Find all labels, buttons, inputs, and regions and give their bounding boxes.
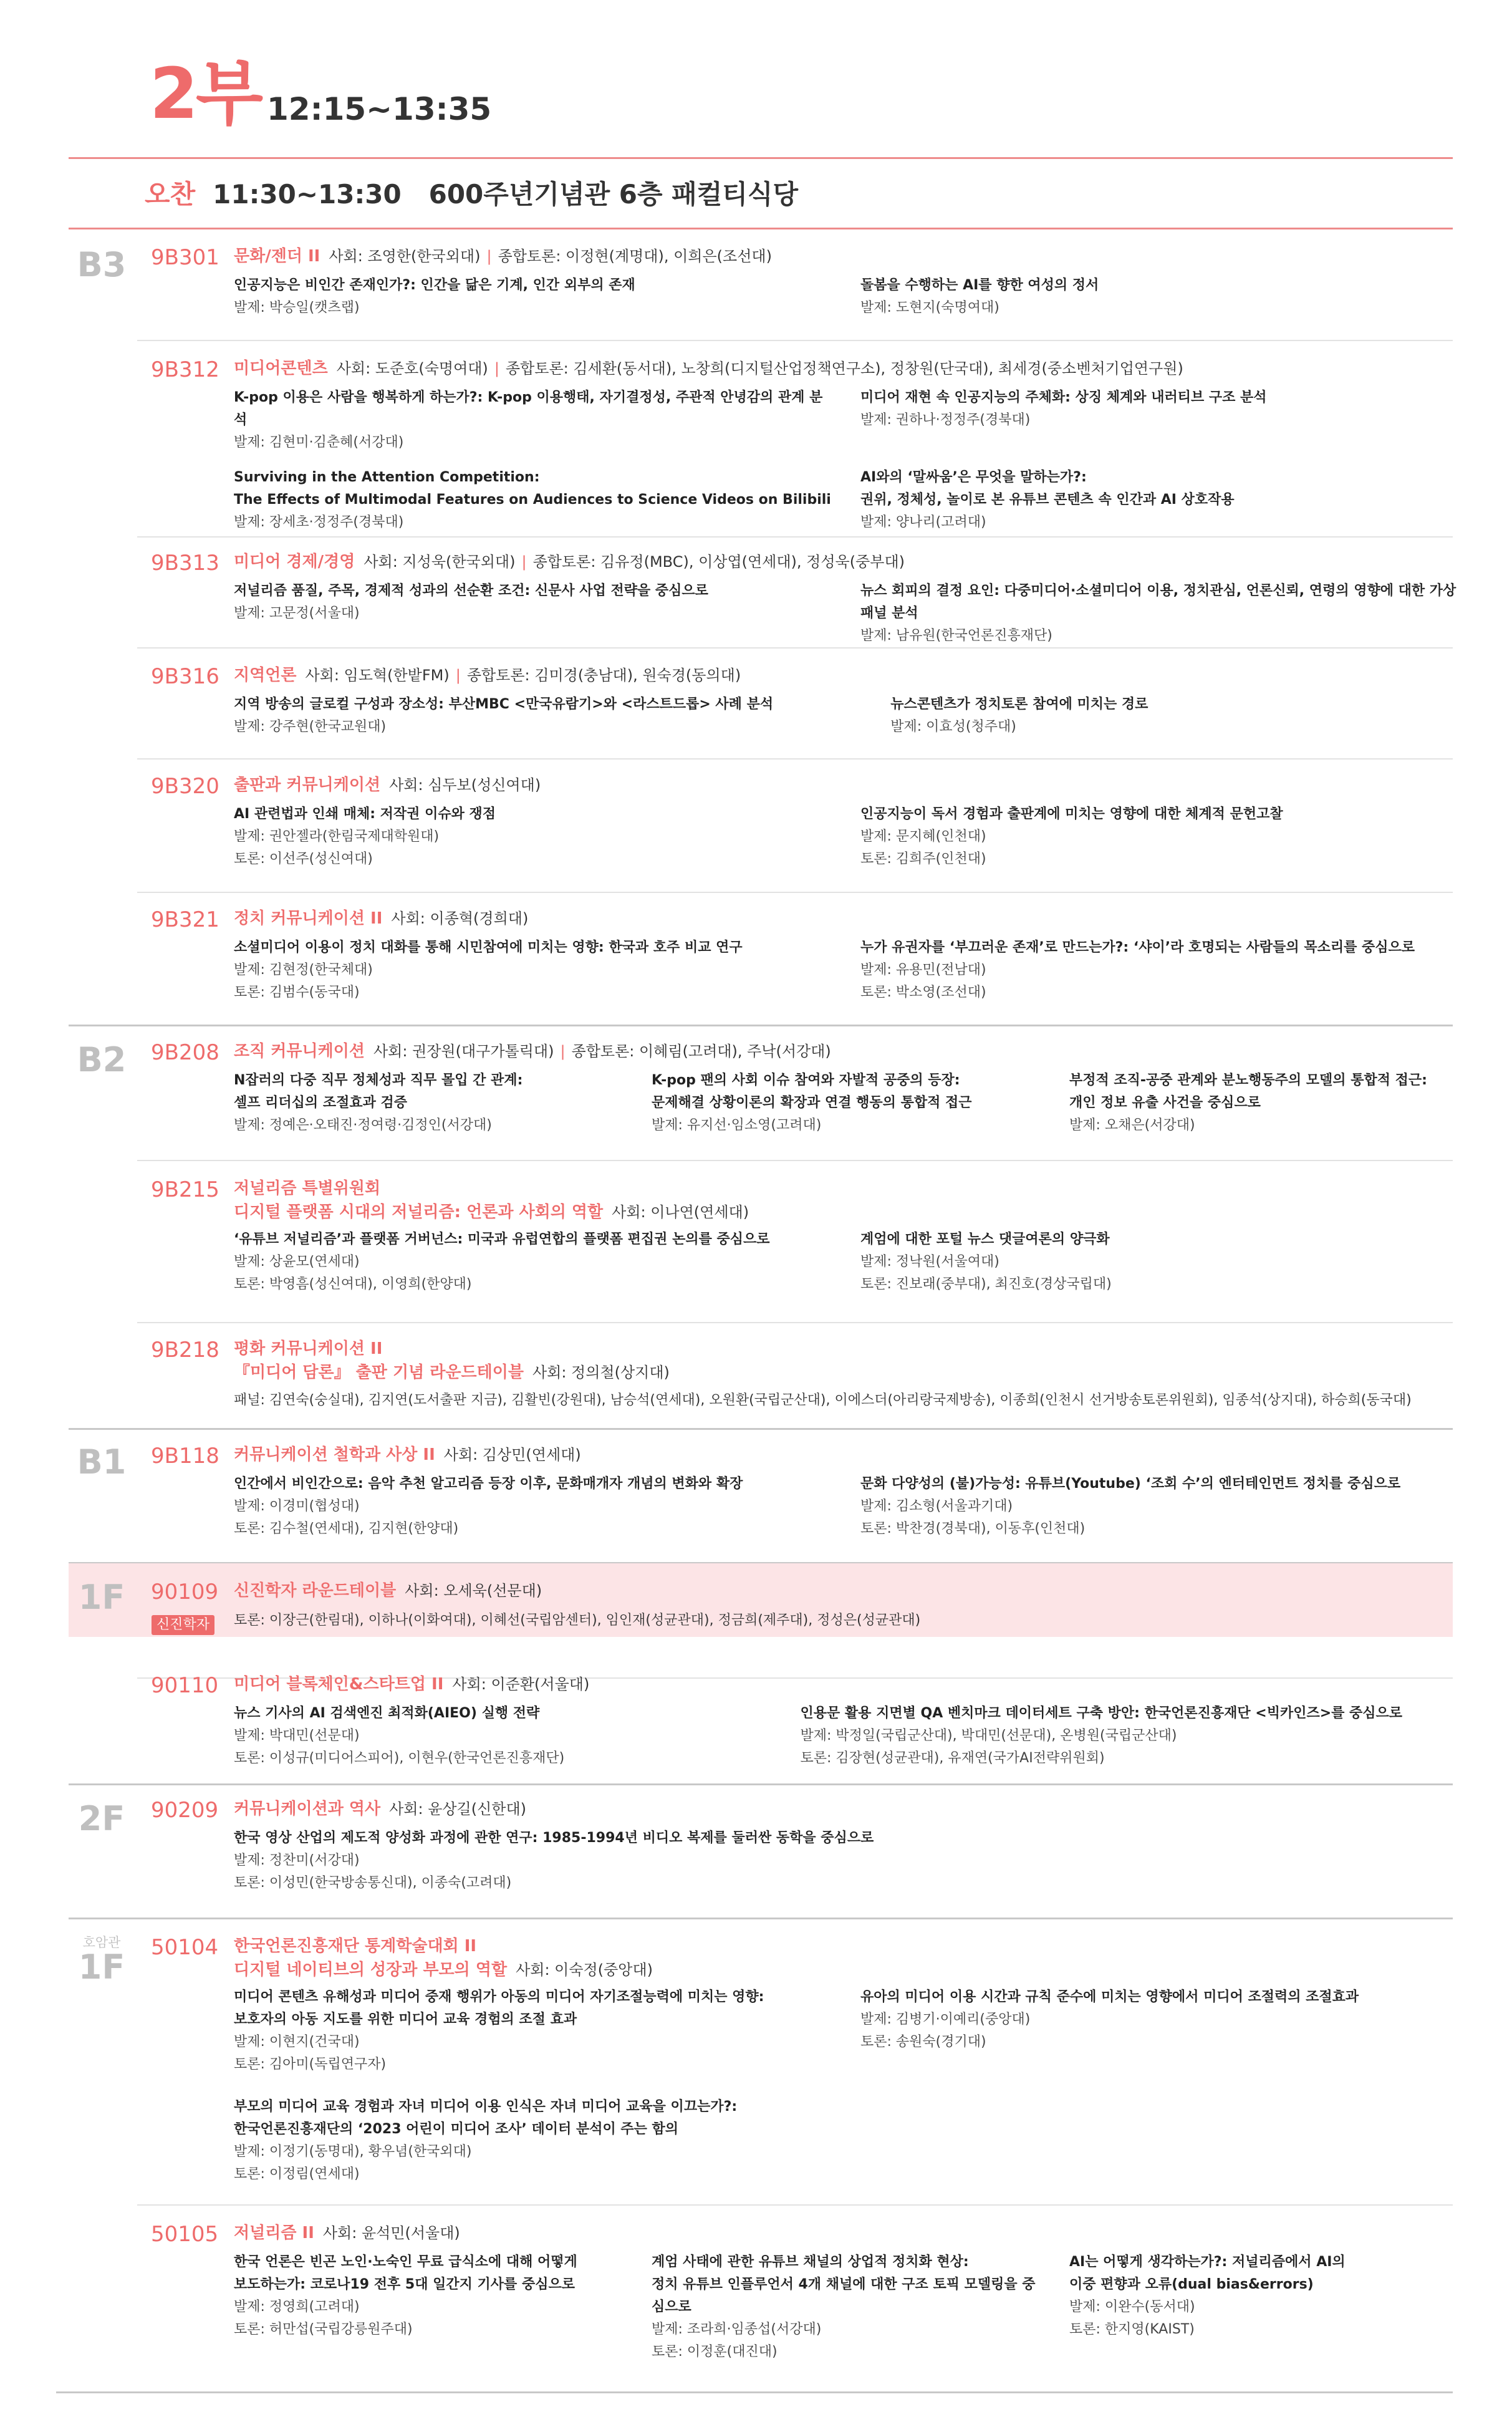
session-divider	[137, 892, 1453, 893]
paper-participants: 발제: 오채은(서강대)	[1069, 1117, 1195, 1133]
paper-participants: 토론: 진보래(중부대), 최진호(경상국립대)	[860, 1276, 1112, 1292]
floor-divider	[69, 1783, 1453, 1785]
session-chair: 사회: 이나연(연세대)	[612, 1204, 749, 1221]
paper-entry	[890, 693, 1462, 738]
paper-title: 미디어 재현 속 인공지능의 주체화: 상징 체계와 내러티브 구조 분석	[860, 390, 1267, 405]
session-title: 평화 커뮤니케이션 II	[234, 1339, 383, 1358]
room-number: 50104	[151, 1935, 219, 1960]
paper-participants: 발제: 유용민(전남대)	[860, 962, 986, 978]
paper-participants: 발제: 남유원(한국언론진흥재단)	[860, 628, 1052, 644]
session-divider	[137, 2204, 1453, 2206]
paper-title: N잡러의 다중 직무 정체성과 직무 몰입 간 관계: 셀프 리더십의 조절효과 검증	[234, 1073, 523, 1111]
paper-participants: 토론: 한지영(KAIST)	[1069, 2322, 1195, 2337]
paper-title: ‘유튜브 저널리즘’과 플랫폼 거버넌스: 미국과 유럽연합의 플랫폼 편집권 논의를 중심으로	[234, 1232, 770, 1247]
paper-title: 부정적 조직-공중 관계와 분노행동주의 모델의 통합적 접근: 개인 정보 유출 사건을 중심으로	[1069, 1073, 1427, 1111]
floor-label-1f: 1F	[78, 1578, 125, 1617]
paper-grid	[234, 1702, 1462, 1770]
session-chair: 사회: 이종혁(경희대)	[391, 910, 529, 927]
room-number: 50105	[151, 2222, 219, 2247]
paper-participants: 토론: 이정훈(대진대)	[652, 2344, 778, 2360]
paper-title: 문화 다양성의 (불)가능성: 유튜브(Youtube) ‘조회 수’의 엔터테인먼트 정치를 중심으로	[860, 1476, 1401, 1492]
paper-participants: 발제: 도현지(숙명여대)	[860, 300, 999, 316]
room-number: 9B313	[151, 551, 219, 576]
session-discussants: 종합토론: 이정현(계명대), 이희은(조선대)	[498, 248, 772, 265]
paper-grid	[234, 1069, 1462, 1137]
floor-label-b2: B2	[77, 1040, 127, 1079]
paper-participants: 발제: 조라희·임종섭(서강대)	[652, 2322, 822, 2337]
paper-title: 누가 유권자를 ‘부끄러운 존재’로 만드는가?: ‘샤이’라 호명되는 사람들의 목소리를 중심으로	[860, 940, 1415, 955]
session-chair: 사회: 이준환(서울대)	[452, 1676, 590, 1693]
session-header	[234, 1934, 1462, 1982]
session-divider	[137, 340, 1453, 341]
paper-title: 부모의 미디어 교육 경험과 자녀 미디어 이용 인식은 자녀 미디어 교육을 이끄는가?: 한국언론진흥재단의 ‘2023 어린이 미디어 조사’ 데이터 분석이 주는 함의	[234, 2099, 738, 2137]
panel-list: 토론: 이장근(한림대), 이하나(이화여대), 이혜선(국립암센터), 임인재(성균관대), 정금희(제주대), 정성은(성균관대)	[234, 1613, 921, 1628]
paper-entry	[860, 937, 1462, 1004]
session-discussants: 종합토론: 김세환(동서대), 노창희(디지털산업정책연구소), 정창원(단국대), 최세경(중소벤처기업연구원)	[505, 360, 1183, 377]
paper-entry	[652, 2251, 1044, 2363]
paper-title: 한국 영상 산업의 제도적 양성화 과정에 관한 연구: 1985-1994년 비디오 복제를 둘러싼 동학을 중심으로	[234, 1830, 874, 1846]
paper-entry	[234, 274, 835, 319]
session-header	[234, 907, 1462, 930]
session-chair: 사회: 이숙정(중앙대)	[516, 1961, 653, 1979]
paper-grid	[234, 1228, 1462, 1296]
paper-grid	[234, 580, 1462, 647]
footer-rule	[56, 2391, 1453, 2393]
part-time: 12:15~13:35	[267, 91, 492, 127]
paper-participants: 발제: 김병기·이예리(중앙대)	[860, 2012, 1031, 2027]
paper-entry	[234, 693, 865, 738]
paper-entry	[860, 1228, 1462, 1296]
paper-title: 미디어 콘텐츠 유해성과 미디어 중재 행위가 아동의 미디어 자기조절능력에 미치는 영향: 보호자의 아동 지도를 위한 미디어 교육 경험의 조절 효과	[234, 1989, 764, 2027]
paper-participants: 발제: 강주현(한국교원대)	[234, 719, 387, 735]
paper-participants: 발제: 김소형(서울과기대)	[860, 1498, 1013, 1514]
floor-label-b3: B3	[77, 245, 127, 284]
paper-entry	[860, 580, 1462, 647]
session-divider	[137, 536, 1453, 538]
session-divider	[137, 1160, 1453, 1161]
paper-participants: 발제: 권하나·정정주(경북대)	[860, 412, 1031, 428]
session-header	[234, 550, 1462, 574]
paper-participants: 토론: 박찬경(경북대), 이동후(인천대)	[860, 1521, 1086, 1537]
session-title: 미디어 블록체인&스타트업 II	[234, 1675, 444, 1694]
paper-entry	[860, 387, 1462, 454]
session-chair: 사회: 김상민(연세대)	[443, 1446, 581, 1464]
paper-participants: 발제: 정영희(고려대)	[234, 2299, 360, 2315]
paper-title: K-pop 팬의 사회 이슈 참여와 자발적 공중의 등장: 문제해결 상황이론의 확장과 연결 행동의 통합적 접근	[652, 1073, 972, 1111]
paper-title: K-pop 이용은 사람을 행복하게 하는가?: K-pop 이용행태, 자기결정성, 주관적 안녕감의 관계 분석	[234, 390, 823, 428]
paper-entry	[234, 1986, 835, 2076]
paper-entry	[860, 1986, 1462, 2076]
session-divider	[137, 758, 1453, 760]
lunch-label: 오찬	[145, 179, 196, 210]
paper-participants: 토론: 이성민(한국방송통신대), 이종숙(고려대)	[234, 1875, 512, 1891]
session-header	[234, 1579, 1462, 1603]
paper-grid	[234, 1986, 1462, 2186]
paper-entry	[860, 466, 1462, 534]
session-discussants: 종합토론: 이혜림(고려대), 주낙(서강대)	[571, 1043, 831, 1060]
paper-participants: 발제: 김현정(한국체대)	[234, 962, 373, 978]
session-header	[234, 1443, 1462, 1467]
room-number: 9B118	[151, 1444, 219, 1469]
paper-entry	[801, 1702, 1463, 1770]
paper-grid	[234, 693, 1462, 738]
lunch-time: 11:30~13:30	[213, 179, 402, 210]
separator: |	[486, 248, 492, 265]
session-chair: 사회: 조영한(한국외대)	[329, 248, 481, 265]
paper-title: 한국 언론은 빈곤 노인·노숙인 무료 급식소에 대해 어떻게 보도하는가: 코로나19 전후 5대 일간지 기사를 중심으로	[234, 2254, 577, 2292]
session-chair: 사회: 임도혁(한밭FM)	[305, 667, 450, 684]
floor-label-hoam	[69, 1935, 135, 1987]
session-header	[234, 1040, 1462, 1063]
paper-participants: 토론: 이정림(연세대)	[234, 2166, 360, 2182]
paper-title: 인간에서 비인간으로: 음악 추천 알고리즘 등장 이후, 문화매개자 개념의 변화와 확장	[234, 1476, 743, 1492]
paper-title: 인공지능은 비인간 존재인가?: 인간을 닮은 기계, 인간 외부의 존재	[234, 277, 635, 293]
session-title: 저널리즘 특별위원회	[234, 1179, 381, 1198]
floor-label-2f: 2F	[78, 1799, 125, 1838]
paper-participants: 발제: 고문정(서울대)	[234, 606, 360, 621]
part-title: 2부	[150, 54, 261, 135]
paper-participants: 토론: 박소영(조선대)	[860, 985, 986, 1000]
session-header	[234, 244, 1462, 268]
session-title: 미디어 경제/경영	[234, 552, 355, 571]
paper-participants: 발제: 이경미(협성대)	[234, 1498, 360, 1514]
session-header	[234, 1797, 1462, 1821]
floor-divider	[69, 1025, 1453, 1026]
session-title: 출판과 커뮤니케이션	[234, 776, 381, 794]
room-number: 9B312	[151, 357, 219, 382]
paper-title: 계엄 사태에 관한 유튜브 채널의 상업적 정치화 현상: 정치 유튜브 인플루언서 4개 채널에 대한 구조 토픽 모델링을 중심으로	[652, 2254, 1036, 2315]
paper-title: 뉴스 회피의 결정 요인: 다중미디어·소셜미디어 이용, 정치관심, 언론신뢰, 연령의 영향에 대한 가상패널 분석	[860, 583, 1457, 621]
lunch-place: 600주년기념관 6층 패컬티식당	[428, 179, 799, 210]
session-chair: 사회: 도준호(숙명여대)	[336, 360, 488, 377]
session-chair: 사회: 윤상길(신한대)	[389, 1800, 527, 1818]
paper-title: 돌봄을 수행하는 AI를 향한 여성의 정서	[860, 277, 1099, 293]
paper-entry	[234, 1827, 1462, 1894]
session-chair: 사회: 권장원(대구가톨릭대)	[373, 1043, 554, 1060]
session-subtitle: 『미디어 담론』 출판 기념 라운드테이블 사회: 정의철(상지대)	[234, 1363, 670, 1382]
session-title: 지역언론	[234, 666, 297, 685]
paper-entry	[234, 1069, 627, 1137]
paper-participants: 발제: 정예은·오태진·정여령·김정인(서강대)	[234, 1117, 492, 1133]
session-subtitle: 디지털 플랫폼 시대의 저널리즘: 언론과 사회의 역할 사회: 이나연(연세대)	[234, 1203, 749, 1222]
panel-list: 패널: 김연숙(숭실대), 김지연(도서출판 지금), 김활빈(강원대), 남승석(연세대), 오원환(국립군산대), 이에스더(아리랑국제방송), 이종희(인천시 선거방송토론위원회), 임종석(상지대), 하승희(동국대)	[234, 1392, 1412, 1408]
separator: |	[521, 553, 527, 571]
paper-entry	[234, 387, 835, 454]
session-header	[234, 1672, 1462, 1696]
paper-grid	[234, 1473, 1462, 1540]
paper-title: 뉴스 기사의 AI 검색엔진 최적화(AIEO) 실행 전략	[234, 1706, 540, 1721]
session-header	[234, 357, 1462, 380]
paper-entry	[234, 937, 835, 1004]
session-chair: 사회: 윤석민(서울대)	[322, 2224, 460, 2242]
separator: |	[455, 667, 461, 684]
paper-title: 인공지능이 독서 경험과 출판계에 미치는 영향에 대한 체계적 문헌고찰	[860, 806, 1283, 822]
paper-title: 유아의 미디어 이용 시간과 규칙 준수에 미치는 영향에서 미디어 조절력의 조절효과	[860, 1989, 1359, 2005]
paper-entry	[234, 466, 835, 534]
paper-participants: 발제: 김현미·김춘혜(서강대)	[234, 435, 404, 450]
paper-entry	[234, 1702, 776, 1770]
paper-title: AI는 어떻게 생각하는가?: 저널리즘에서 AI의 이중 편향과 오류(dual bias&errors)	[1069, 2254, 1346, 2292]
paper-title: 지역 방송의 글로컬 구성과 장소성: 부산MBC <만국유람기>와 <라스트드롭> 사례 분석	[234, 697, 774, 712]
paper-participants: 토론: 허만섭(국립강릉원주대)	[234, 2322, 413, 2337]
paper-grid	[234, 387, 1462, 534]
header-rule	[69, 157, 1453, 159]
separator: |	[560, 1043, 566, 1060]
paper-participants: 발제: 양나리(고려대)	[860, 514, 986, 530]
session-title: 정치 커뮤니케이션 II	[234, 909, 383, 928]
session-subtitle: 디지털 네이티브의 성장과 부모의 역할 사회: 이숙정(중앙대)	[234, 1961, 653, 1979]
separator: |	[494, 360, 499, 377]
session-title: 미디어콘텐츠	[234, 359, 328, 378]
session-divider	[137, 1322, 1453, 1323]
paper-grid	[234, 274, 1462, 319]
paper-participants: 발제: 이정기(동명대), 황우념(한국외대)	[234, 2144, 472, 2159]
paper-entry	[652, 1069, 1044, 1137]
paper-participants: 발제: 박대민(선문대)	[234, 1728, 360, 1744]
session-title: 신진학자 라운드테이블	[234, 1581, 397, 1600]
paper-entry	[234, 2251, 627, 2363]
paper-participants: 발제: 박정일(국립군산대), 박대민(선문대), 온병원(국립군산대)	[800, 1728, 1177, 1744]
paper-participants: 발제: 유지선·임소영(고려대)	[652, 1117, 822, 1133]
lunch-rule	[69, 228, 1453, 229]
session-chair: 사회: 지성욱(한국외대)	[364, 553, 516, 571]
paper-title: AI 관련법과 인쇄 매체: 저작권 이슈와 쟁점	[234, 806, 496, 822]
floor-divider	[69, 1918, 1453, 1919]
paper-participants: 토론: 김범수(동국대)	[234, 985, 360, 1000]
paper-participants: 발제: 문지혜(인천대)	[860, 829, 986, 844]
paper-participants: 토론: 이선주(성신여대)	[234, 851, 373, 867]
paper-grid	[234, 2251, 1462, 2363]
session-header	[234, 1337, 1462, 1384]
paper-entry	[234, 580, 835, 647]
session-header	[234, 773, 1462, 797]
session-title: 한국언론진흥재단 통계학술대회 II	[234, 1937, 477, 1956]
paper-entry	[234, 803, 835, 871]
paper-title: 저널리즘 품질, 주목, 경제적 성과의 선순환 조건: 신문사 사업 전략을 중심으로	[234, 583, 708, 599]
paper-title: AI와의 ‘말싸움’은 무엇을 말하는가?: 권위, 정체성, 놀이로 본 유튜브 콘텐츠 속 인간과 AI 상호작용	[860, 470, 1235, 508]
room-number: 9B320	[151, 774, 219, 799]
paper-participants: 토론: 이성규(미디어스피어), 이현우(한국언론진흥재단)	[234, 1750, 565, 1766]
building-label: 호암관	[82, 1935, 121, 1950]
session-header	[234, 2221, 1462, 2245]
paper-entry	[234, 1228, 835, 1296]
floor-label-b1: B1	[77, 1442, 127, 1482]
paper-title: 인용문 활용 지면별 QA 벤치마크 데이터세트 구축 방안: 한국언론진흥재단 <빅카인즈>를 중심으로	[800, 1706, 1403, 1721]
session-title: 문화/젠더 II	[234, 247, 320, 266]
paper-participants: 토론: 김수철(연세대), 김지현(한양대)	[234, 1521, 459, 1537]
room-number: 90209	[151, 1798, 219, 1823]
paper-title: 소셜미디어 이용이 정치 대화를 통해 시민참여에 미치는 영향: 한국과 호주 비교 연구	[234, 940, 743, 955]
paper-participants: 발제: 이현지(건국대)	[234, 2034, 360, 2050]
paper-participants: 발제: 상윤모(연세대)	[234, 1254, 360, 1270]
paper-participants: 발제: 정찬미(서강대)	[234, 1853, 360, 1868]
paper-participants: 토론: 김장현(성균관대), 유재연(국가AI전략위원회)	[800, 1750, 1105, 1766]
room-number: 9B321	[151, 907, 219, 932]
floor-divider	[69, 1428, 1453, 1430]
room-number: 90110	[151, 1673, 219, 1698]
room-number: 9B215	[151, 1177, 219, 1202]
session-title: 조직 커뮤니케이션	[234, 1042, 365, 1061]
paper-entry	[860, 1473, 1462, 1540]
paper-title: 뉴스콘텐츠가 정치토론 참여에 미치는 경로	[890, 697, 1148, 712]
paper-participants: 토론: 김아미(독립연구자)	[234, 2057, 387, 2072]
paper-title: 계엄에 대한 포털 뉴스 댓글여론의 양극화	[860, 1232, 1110, 1247]
paper-grid	[234, 937, 1462, 1004]
paper-participants: 발제: 박승일(캣츠랩)	[234, 300, 360, 316]
paper-entry	[234, 2096, 835, 2186]
paper-entry	[234, 1473, 835, 1540]
session-divider	[137, 647, 1453, 649]
paper-participants: 발제: 권안젤라(한림국제대학원대)	[234, 829, 440, 844]
session-header	[234, 663, 1462, 687]
session-discussants: 종합토론: 김유정(MBC), 이상엽(연세대), 정성욱(중부대)	[532, 553, 905, 571]
session-discussants: 종합토론: 김미경(충남대), 원숙경(동의대)	[466, 667, 741, 684]
paper-participants: 토론: 김희주(인천대)	[860, 851, 986, 867]
paper-entry	[1069, 2251, 1462, 2363]
paper-participants: 토론: 송원숙(경기대)	[860, 2034, 986, 2050]
paper-entry	[860, 274, 1462, 319]
room-number: 9B218	[151, 1338, 219, 1363]
room-number: 9B208	[151, 1040, 219, 1065]
session-chair: 사회: 심두보(성신여대)	[389, 776, 541, 794]
paper-participants: 발제: 장세초·정정주(경북대)	[234, 514, 404, 530]
floor-label-hoam-1f: 1F	[78, 1947, 125, 1987]
paper-grid	[234, 803, 1462, 871]
room-number: 9B301	[151, 245, 219, 270]
session-title: 커뮤니케이션과 역사	[234, 1800, 381, 1818]
new-scholar-badge: 신진학자	[152, 1615, 214, 1635]
room-number: 9B316	[151, 664, 219, 689]
paper-entry	[860, 803, 1462, 871]
session-chair: 사회: 오세욱(선문대)	[405, 1582, 542, 1599]
lunch-info	[145, 176, 798, 213]
paper-participants: 발제: 정낙원(서울여대)	[860, 1254, 999, 1270]
session-chair: 사회: 정의철(상지대)	[532, 1364, 670, 1381]
paper-participants: 토론: 박영흠(성신여대), 이영희(한양대)	[234, 1276, 472, 1292]
room-number: 90109	[151, 1580, 219, 1604]
paper-participants: 발제: 이완수(동서대)	[1069, 2299, 1195, 2315]
paper-title: Surviving in the Attention Competition: The Effects of Multimodal Features on Audiences to Science Videos on Bilibili	[234, 470, 831, 508]
session-title: 저널리즘 II	[234, 2224, 314, 2242]
paper-participants: 발제: 이효성(청주대)	[890, 719, 1016, 735]
paper-entry	[1069, 1069, 1462, 1137]
paper-grid	[234, 1827, 1462, 1894]
session-title: 커뮤니케이션 철학과 사상 II	[234, 1445, 435, 1464]
session-header	[234, 1177, 1462, 1224]
